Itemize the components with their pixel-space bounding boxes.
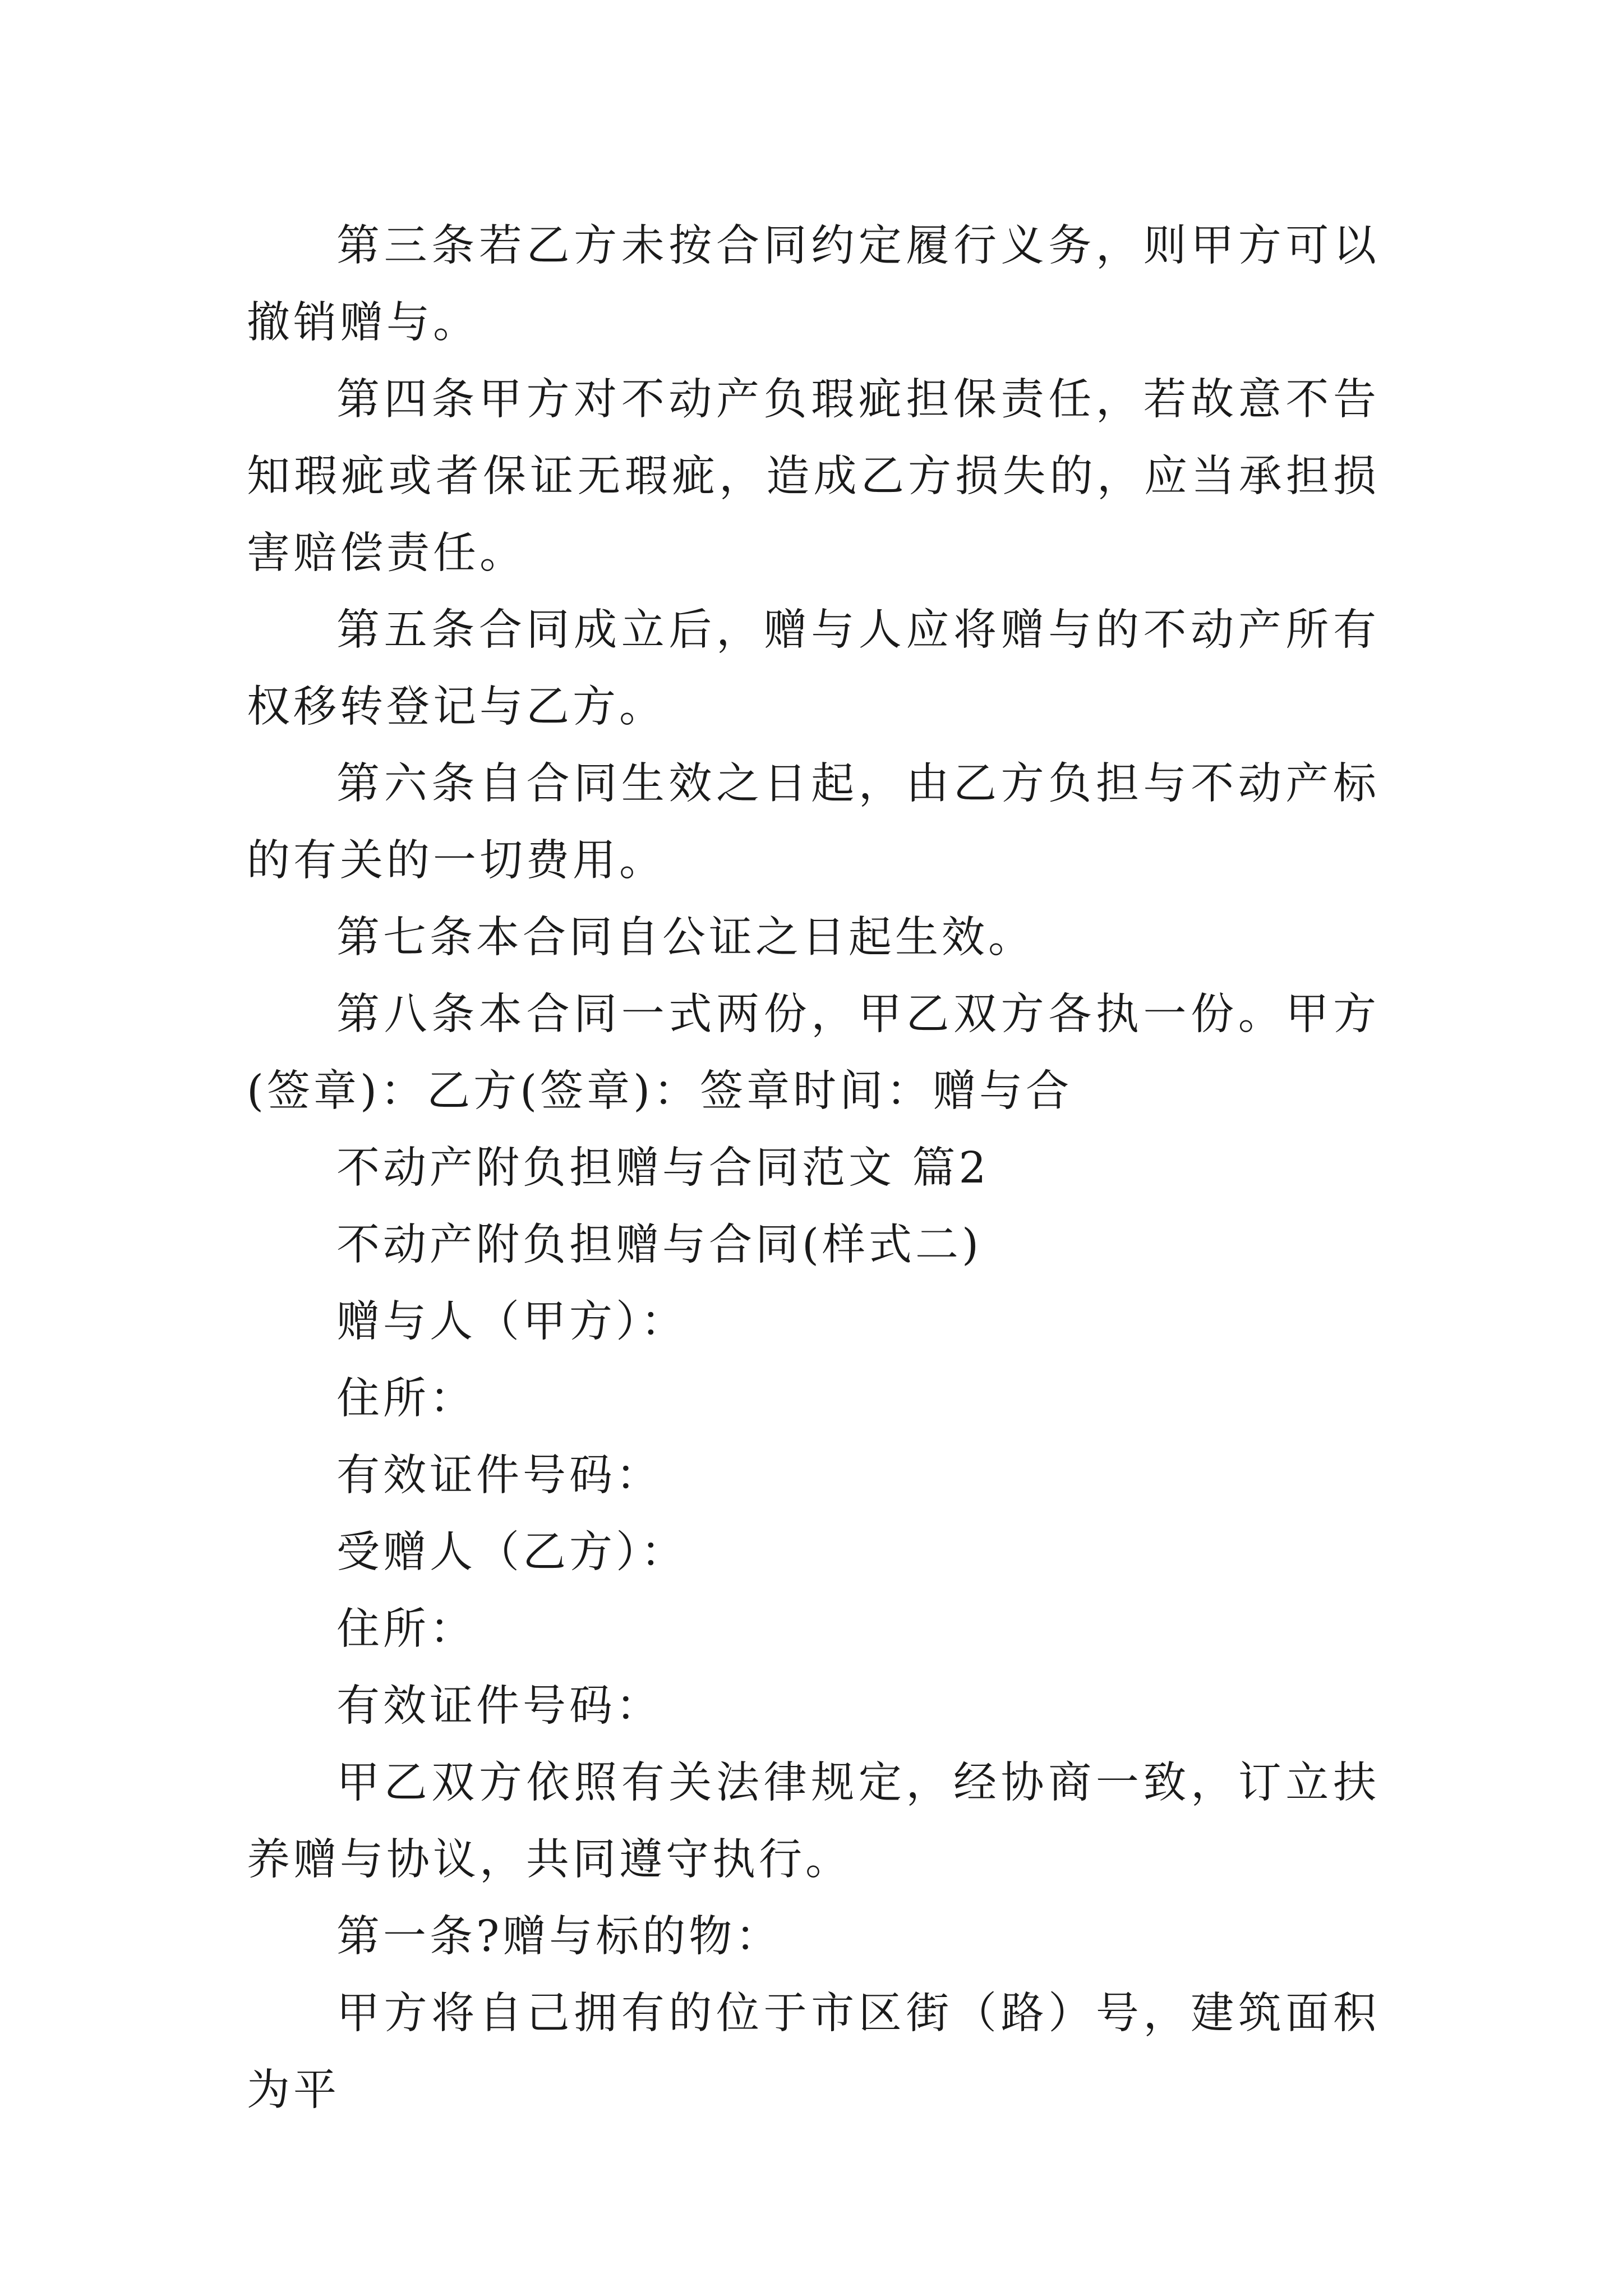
- paragraph-article-5: 第五条合同成立后，赠与人应将赠与的不动产所有权移转登记与乙方。: [247, 605, 1380, 732]
- paragraph-article-1-body: 甲方将自己拥有的位于市区街（路）号，建筑面积为平: [247, 1989, 1380, 2115]
- paragraph-article-1-heading: 第一条?赠与标的物：: [336, 1912, 782, 1962]
- document-body: [247, 208, 1380, 2129]
- contract-title: 不动产附负担赠与合同(样式二): [336, 1220, 983, 1270]
- paragraph-article-4: 第四条甲方对不动产负瑕疵担保责任，若故意不告知瑕疵或者保证无瑕疵，造成乙方损失的，应当承担损害赔偿责任。: [247, 375, 1380, 578]
- donor-address-label: 住所：: [336, 1374, 476, 1424]
- section-heading: 不动产附负担赠与合同范文 篇2: [336, 1143, 990, 1193]
- donor-id-label: 有效证件号码：: [336, 1451, 662, 1501]
- paragraph-article-3: 第三条若乙方未按合同约定履行义务，则甲方可以撤销赠与。: [247, 221, 1380, 348]
- paragraph-article-8: 第八条本合同一式两份，甲乙双方各执一份。甲方(签章)：乙方(签章)：签章时间：赠与合: [247, 990, 1380, 1116]
- donee-id-label: 有效证件号码：: [336, 1681, 662, 1731]
- paragraph-article-6: 第六条自合同生效之日起，由乙方负担与不动产标的有关的一切费用。: [247, 759, 1380, 886]
- donee-address-label: 住所：: [336, 1604, 476, 1654]
- donor-label: 赠与人（甲方）：: [336, 1297, 688, 1347]
- donee-label: 受赠人（乙方）：: [336, 1527, 688, 1577]
- preamble-paragraph: 甲乙双方依照有关法律规定，经协商一致，订立扶养赠与协议，共同遵守执行。: [247, 1758, 1380, 1885]
- paragraph-article-7: 第七条本合同自公证之日起生效。: [336, 913, 1035, 963]
